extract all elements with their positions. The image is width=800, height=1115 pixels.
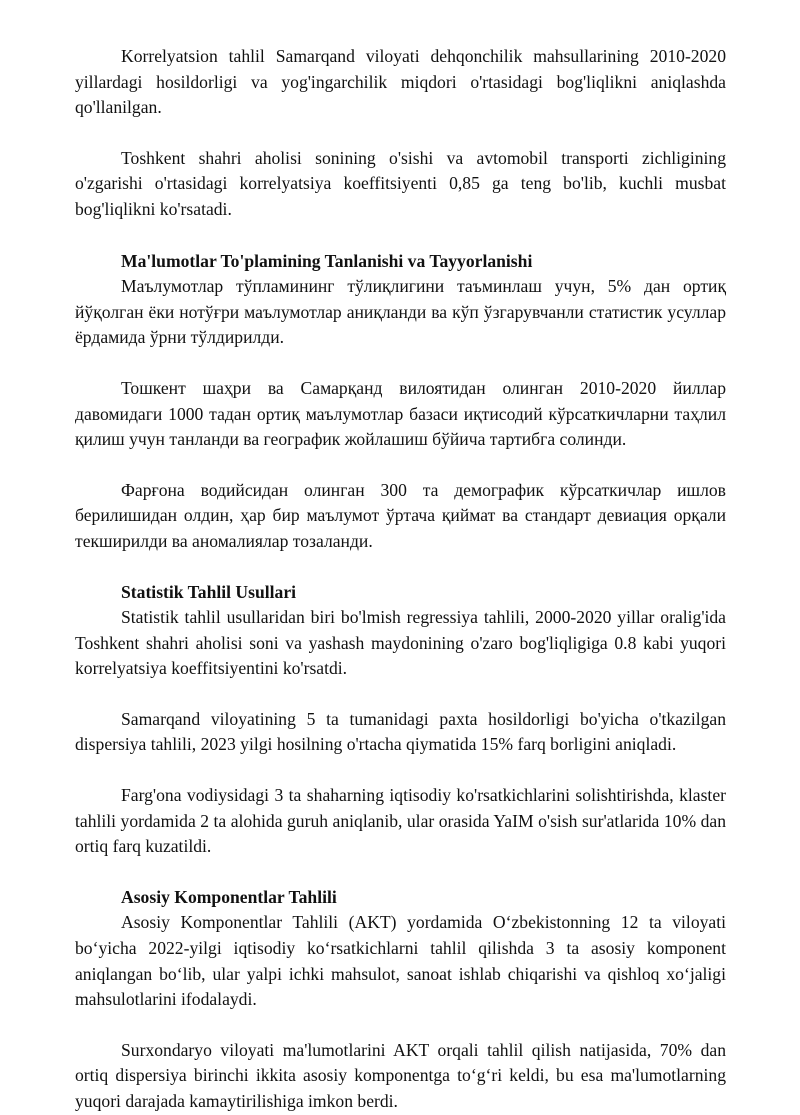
document-page — [75, 44, 726, 1115]
paragraph: Toshkent shahri aholisi sonining o'sishi va avtomobil transporti zichligining o'zgarishi o'rtasidagi korrelyatsiya koeffitsiyenti 0,85 ga teng bo'lib, kuchli musbat bog'liqlikni ko'rsatadi. — [75, 147, 726, 219]
section-heading-pca: Asosiy Komponentlar Tahlili — [121, 886, 337, 907]
paragraph: Surxondaryo viloyati ma'lumotlarini AKT orqali tahlil qilish natijasida, 70% dan ortiq dispersiya birinchi ikkita asosiy komponentga to‘g‘ri keldi, bu esa ma'lumotlarning yuqori darajada kamaytirilishiga imkon berdi. — [75, 1039, 726, 1111]
paragraph: Statistik tahlil usullaridan biri bo'lmish regressiya tahlili, 2000-2020 yillar oralig'ida Toshkent shahri aholisi soni va yashash maydonining o'zaro bog'liqligiga 0.8 kabi yuqori korrelyatsiya koeffitsiyentini ko'rsatdi. — [75, 607, 726, 679]
paragraph: Тошкент шаҳри ва Самарқанд вилоятидан олинган 2010-2020 йиллар давомидаги 1000 тадан ортиқ маълумотлар базаси иқтисодий кўрсаткичларни таҳлил қилиш учун танланди ва географик жойлашиш бўйича тартибга солинди. — [75, 377, 726, 450]
paragraph: Samarqand viloyatining 5 ta tumanidagi paxta hosildorligi bo'yicha o'tkazilgan dispersiya tahlili, 2023 yilgi hosilning o'rtacha qiymatida 15% farq borligini aniqladi. — [75, 708, 726, 755]
paragraph: Farg'ona vodiysidagi 3 ta shaharning iqtisodiy ko'rsatkichlarini solishtirishda, klaster tahlili yordamida 2 ta alohida guruh aniqlanib, ular orasida YaIM o'sish sur'atlarida 10% dan ortiq farq kuzatildi. — [75, 785, 726, 857]
section-heading-statistical-methods: Statistik Tahlil Usullari — [121, 581, 297, 602]
paragraph: Фарғона водийсидан олинган 300 та демографик кўрсаткичлар ишлов берилишидан олдин, ҳар бир маълумот ўртача қиймат ва стандарт девиация орқали текширилди ва аномалиялар тозаланди. — [75, 479, 726, 551]
section-heading-data-selection: Ma'lumotlar To'plamining Tanlanishi va Tayyorlanishi — [121, 250, 533, 271]
paragraph: Korrelyatsion tahlil Samarqand viloyati dehqonchilik mahsullarining 2010-2020 yillardagi hosildorligi va yog'ingarchilik miqdori o'rtasidagi bog'liqlikni aniqlashda qo'llanilgan. — [75, 46, 726, 118]
paragraph: Asosiy Komponentlar Tahlili (AKT) yordamida O‘zbekistonning 12 ta viloyati bo‘yicha 2022-yilgi iqtisodiy ko‘rsatkichlarni tahlil qilishda 3 ta asosiy komponent aniqlangan bo‘lib, ular yalpi ichki mahsulot, sanoat ishlab chiqarishi va qishloq xo‘jaligi mahsulotlarini ifodalaydi. — [75, 912, 726, 1010]
paragraph: Маълумотлар тўпламининг тўлиқлигини таъминлаш учун, 5% дан ортиқ йўқолган ёки нотўғри маълумотлар аниқланди ва кўп ўзгарувчанли статистик усуллар ёрдамида ўрни тўлдирилди. — [75, 276, 726, 348]
